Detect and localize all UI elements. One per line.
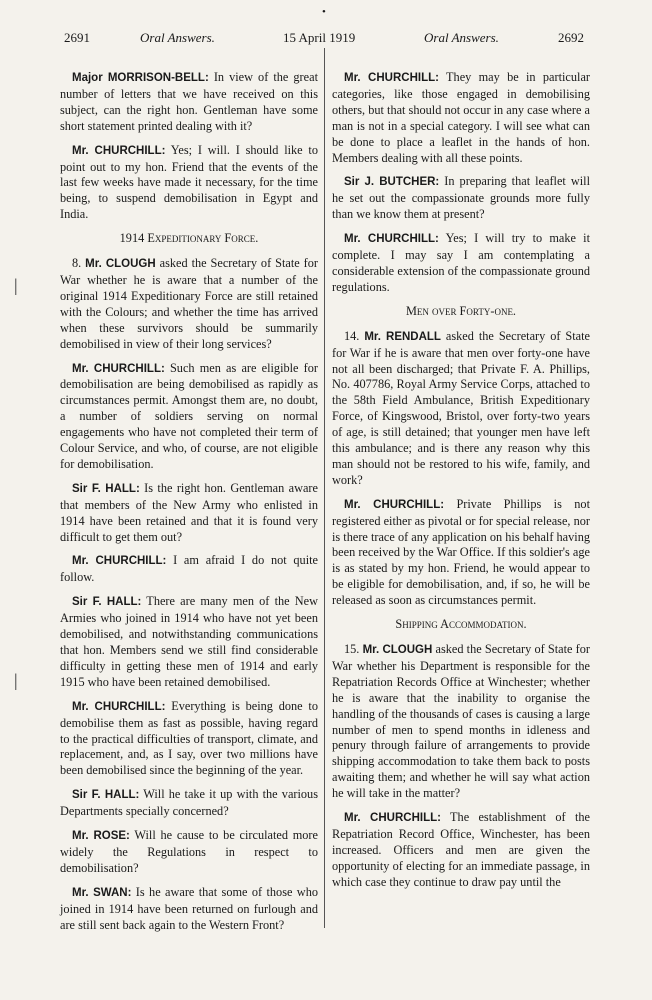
speech-text: asked the Secretary of State for War whether his Department is responsible for the Repatriation Records Office at Winchester; whether he is aware that the inability to organise the handling of the thousands of cases is causing a large number of men to spend months in idleness and penury through failure of arrangements to provide shipping accommodation to take them back to posts awaiting them; and whether he will say what action he will take in the matter? — [332, 642, 591, 801]
speaker-name: Mr. CHURCHILL: — [344, 72, 439, 84]
speech-text: Private Phillips is not registered either as pivotal or for special release, nor is there trace of any application on his behalf having been received by the War Office. If this soldier's age is as stated by my hon. Friend, he would appear to be eligible for demobilisation, and, if so, he will be released as soon as circumstances permit. — [332, 496, 590, 608]
speech-paragraph — [60, 553, 318, 586]
speaker-name: Sir F. HALL: — [72, 596, 142, 609]
speech-text: asked the Secretary of State for War if he is aware that men over forty-one have not all been discharged; that Private F. A. Phillips, No. 407786, Royal Army Service Corps, attached to the 58th Field Ambulance, British Expeditionary Force, of Kingswood, Bristol, over forty-two years of age, is still detained; that younger men have left this ambulance; and is there any reason why this man should not be restored to his wife, family, and work? — [332, 328, 591, 487]
speech-paragraph — [332, 497, 590, 609]
speech-paragraph — [60, 787, 318, 820]
speech-paragraph — [332, 642, 590, 802]
speech-paragraph — [60, 256, 318, 352]
speaker-name: Mr. CHURCHILL: — [72, 555, 167, 568]
speaker-name: Sir J. BUTCHER: — [344, 176, 440, 189]
column-number-right: 2692 — [558, 30, 584, 45]
speaker-name: Mr. CLOUGH — [362, 644, 433, 656]
speech-paragraph — [332, 174, 590, 223]
speaker-name: Mr. CLOUGH — [85, 258, 156, 271]
speech-paragraph — [332, 329, 590, 489]
page-header — [0, 30, 652, 50]
right-column — [332, 70, 590, 899]
speech-text: In preparing that leaflet will he set out the compassionate grounds more fully than we know them at present? — [332, 174, 590, 222]
column-number-left: 2691 — [64, 30, 90, 45]
speech-paragraph — [60, 143, 318, 224]
sitting-date: 15 April 1919 — [283, 30, 356, 45]
section-heading: Shipping Accommodation. — [395, 617, 527, 632]
speech-text: asked the Secretary of State for War whether he is aware that a number of the original 1914 Expeditionary Force are still retained with the Colours; and whether the time has arrived when these survivors should be summarily demobilised in view of their long services? — [60, 256, 318, 351]
speech-text: In view of the great number of letters that we have received on this subject, can the right hon. Gentleman have some short statement printed dealing with it? — [60, 70, 318, 133]
section-heading: Men over Forty-one. — [405, 303, 517, 318]
speech-paragraph — [60, 828, 318, 877]
speaker-name: Mr. CHURCHILL: — [72, 362, 165, 375]
section-heading: 1914 Expeditionary Force. — [119, 231, 259, 246]
speaker-name: Mr. CHURCHILL: — [344, 233, 439, 246]
question-number: 8. — [72, 256, 86, 271]
margin-mark: | — [14, 275, 18, 295]
speech-paragraph — [60, 481, 318, 546]
speech-text: I am afraid I do not quite follow. — [60, 553, 318, 585]
speaker-name: Mr. CHURCHILL: — [344, 812, 441, 825]
speech-text: Will he cause to be circulated more widely the Regulations in respect to demobilisation? — [60, 828, 318, 875]
speaker-name: Mr. ROSE: — [72, 830, 130, 843]
speaker-name: Mr. RENDALL — [364, 330, 441, 343]
speech-text: Will he take it up with the various Departments specially concerned? — [60, 787, 318, 819]
speech-paragraph — [60, 699, 318, 780]
speech-text: Is he aware that some of those who joined in 1914 have been returned on furlough and are still sent back again to the Western Front? — [60, 884, 318, 932]
speech-paragraph — [60, 594, 318, 690]
speech-paragraph — [60, 885, 318, 934]
speaker-name: Mr. CHURCHILL: — [72, 700, 166, 713]
running-title-left: Oral Answers. — [140, 30, 215, 45]
speaker-name: Mr. CHURCHILL: — [344, 498, 445, 511]
speaker-name: Mr. SWAN: — [72, 886, 132, 899]
page-dot: • — [322, 6, 326, 18]
speech-text: There are many men of the New Armies who joined in 1914 who have not yet been demobilised, and notwithstanding communications that hon. Members send we still find considerable difficulty in getting these men of 1914 and early 1915 who have been retained demobilised. — [60, 594, 318, 689]
speech-paragraph — [332, 231, 590, 296]
column-divider — [324, 48, 325, 928]
speech-text: Yes; I will. I should like to point out to my hon. Friend that the events of the last few weeks have made it necessary, for the time being, to suspend demobilisation in Egypt and India. — [60, 142, 318, 222]
speech-text: Everything is being done to demobilise them as fast as possible, having regard to the practical difficulties of transport, climate, and replacement, and, as I say, over two millions have been demobilised since the beginning of the year. — [60, 698, 318, 778]
speech-paragraph — [332, 810, 590, 891]
question-number: 15. — [344, 642, 363, 656]
speaker-name: Major MORRISON-BELL: — [72, 72, 209, 84]
speaker-name: Mr. CHURCHILL: — [72, 144, 166, 157]
speaker-name: Sir F. HALL: — [72, 789, 140, 802]
speech-text: Yes; I will try to make it complete. I may say I am contemplating a considerable extension of the compassionate ground regulations. — [332, 231, 590, 294]
speech-paragraph — [332, 70, 590, 166]
speech-text: The establishment of the Repatriation Record Office, Winchester, has been increased. Officers and men are given the opportunity of electing for an immediate passage, in which case they continue to draw pay until the — [332, 810, 590, 889]
margin-mark: | — [14, 670, 18, 690]
left-column — [60, 70, 318, 942]
speech-text: They may be in particular categories, like those engaged in demobilising others, but that should not occur in any case where a man is not in a special category. I will see what can be done to place a leaflet in the hands of hon. Members dealing with all these points. — [332, 70, 590, 165]
speaker-name: Sir F. HALL: — [72, 482, 140, 495]
question-number: 14. — [344, 328, 365, 343]
speech-paragraph — [60, 70, 318, 135]
running-title-right: Oral Answers. — [424, 30, 499, 45]
speech-text: Is the right hon. Gentleman aware that members of the New Army who enlisted in 1914 have been retained and that it is found very difficult to get them out? — [60, 480, 318, 544]
speech-text: Such men as are eligible for demobilisation are being demobilised as rapidly as circumstances permit. Amongst them are, no doubt, a number of soldiers serving on normal engagements who have not completed their term of Colour Service, and who, of course, are not eligible for demobilisation. — [60, 360, 319, 471]
speech-paragraph — [60, 361, 318, 473]
